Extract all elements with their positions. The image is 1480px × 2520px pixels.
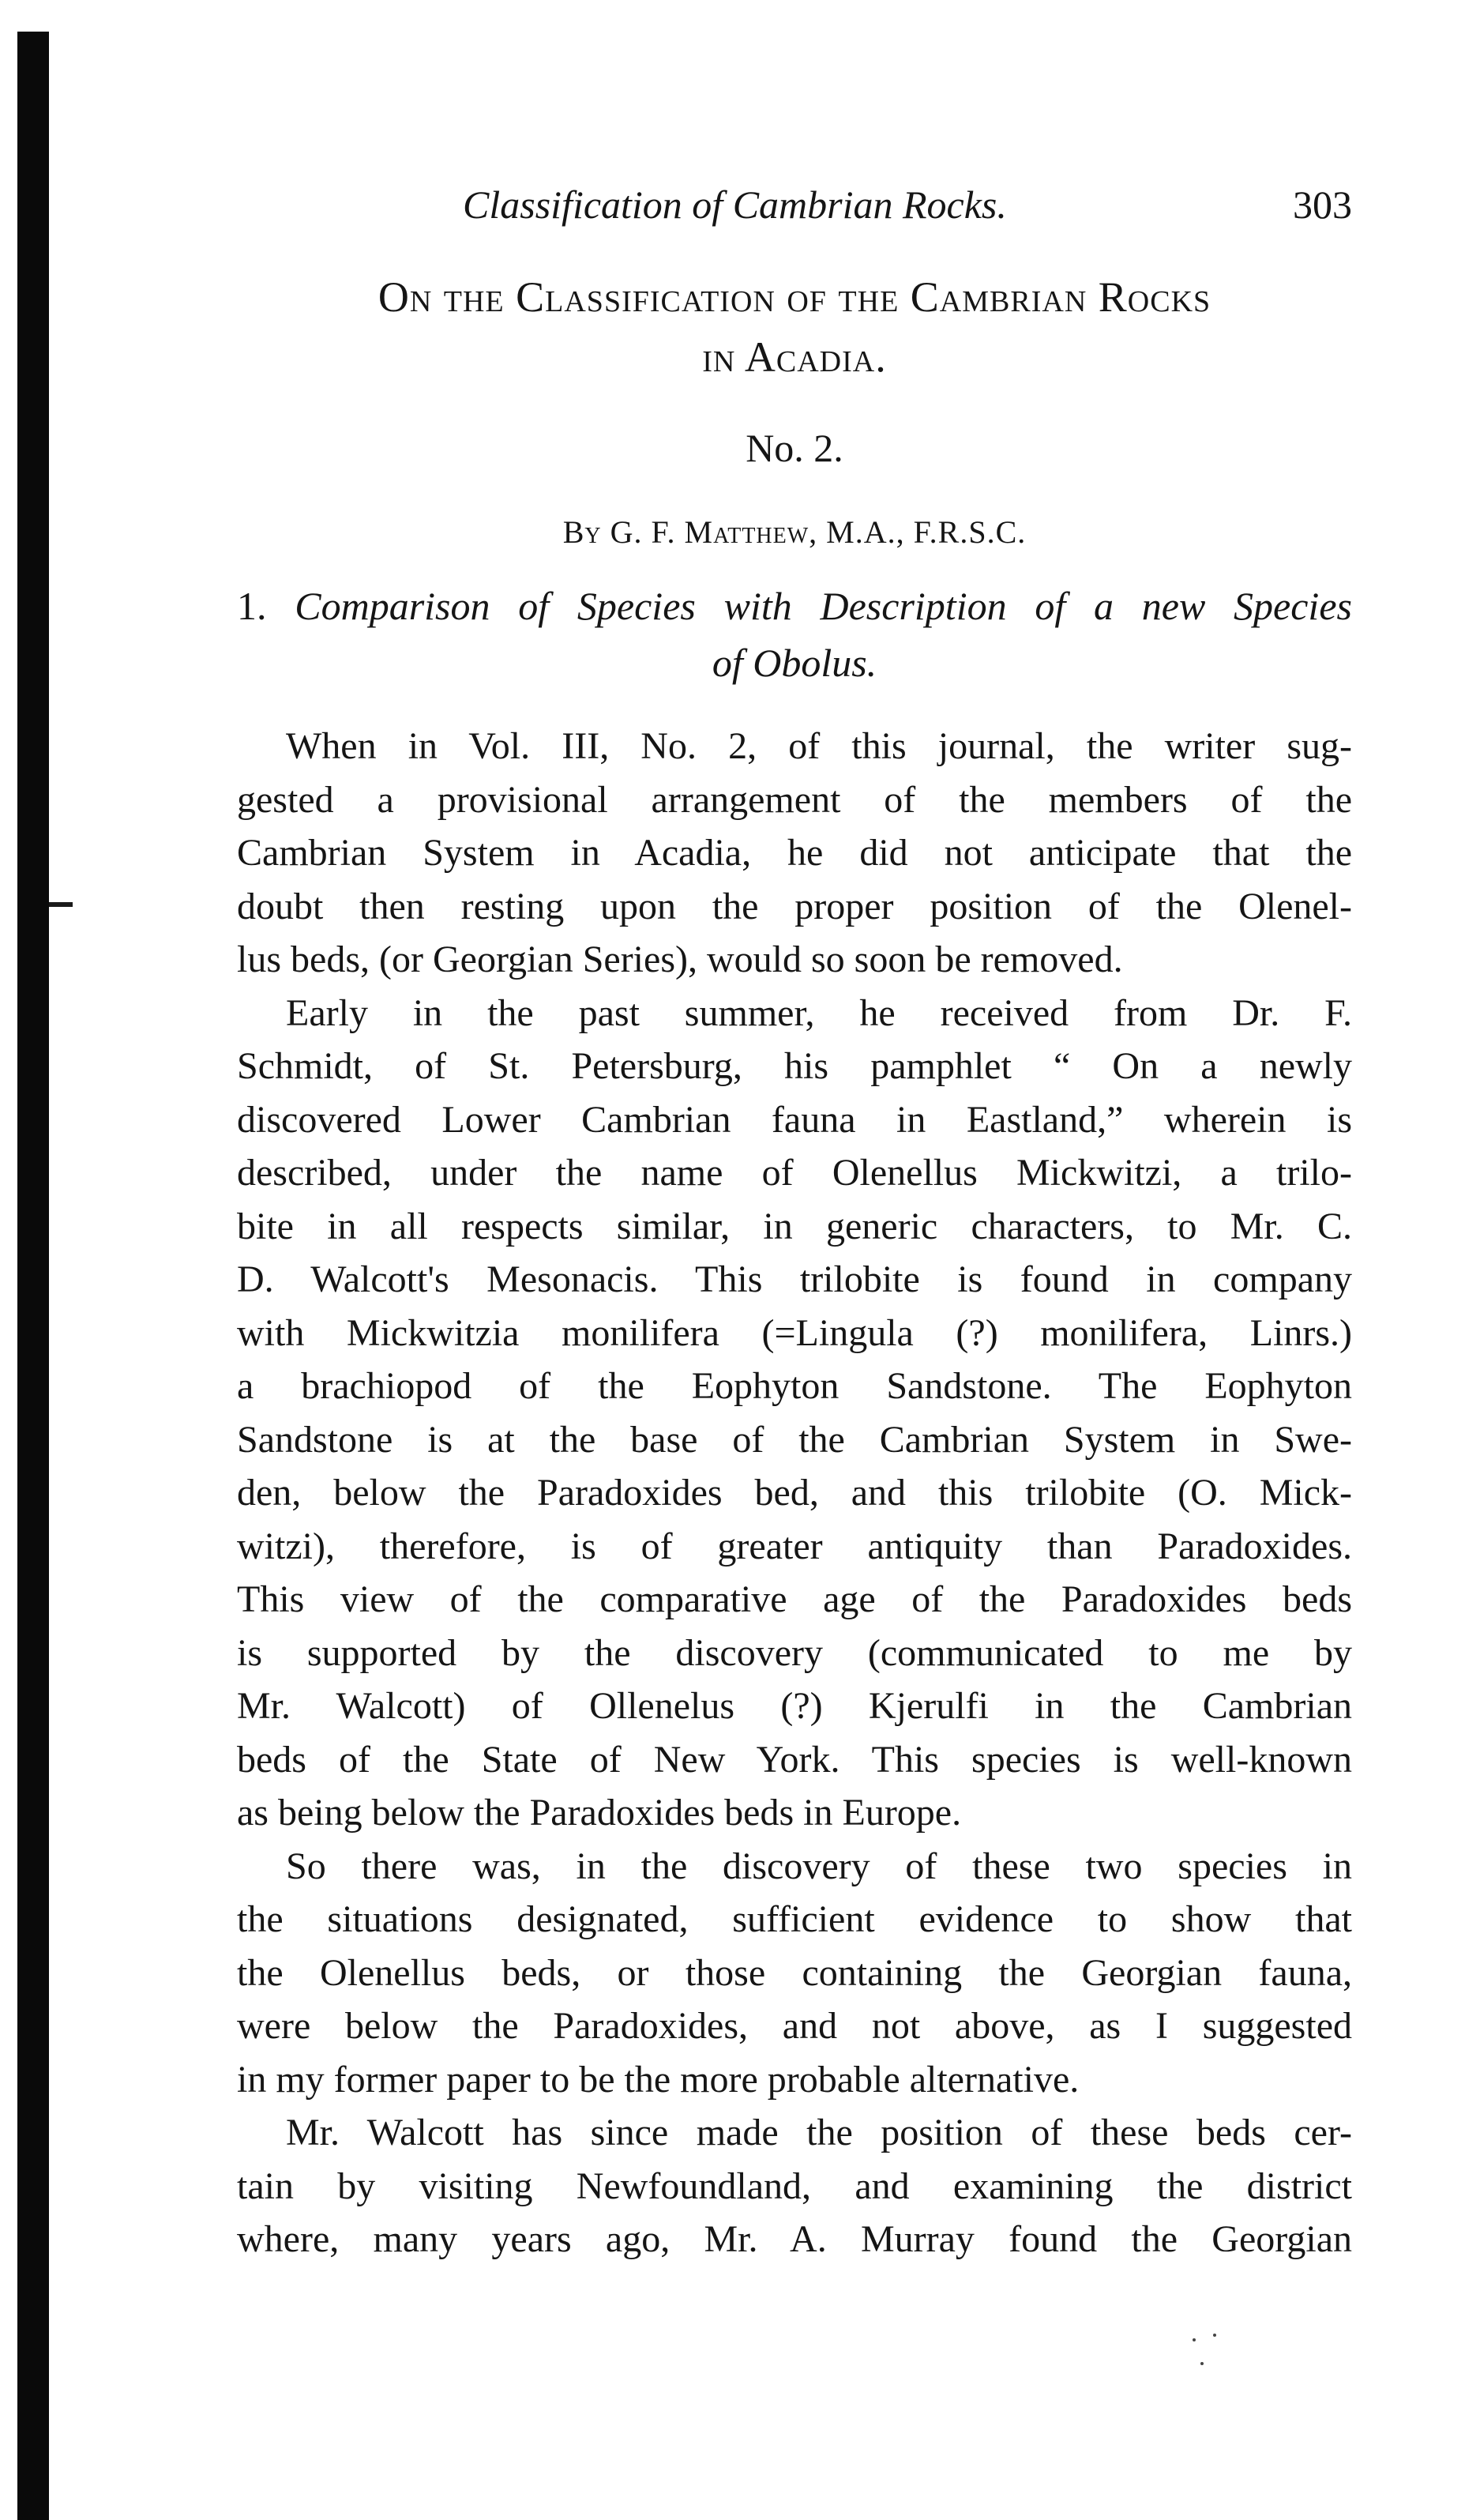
article-number: No. 2. <box>746 426 843 470</box>
section-word: Comparison <box>295 584 490 628</box>
body-text <box>237 720 1352 2266</box>
print-specks <box>1193 2338 1224 2370</box>
text-line: Early in the past summer, he received from Dr. F. <box>286 991 1352 1034</box>
text-line: a brachiopod of the Eophyton Sandstone. The Eophyton <box>237 1365 1352 1407</box>
section-heading <box>237 577 1352 691</box>
text-line: Mr. Walcott has since made the position of these beds cer- <box>286 2112 1352 2153</box>
section-word: of <box>518 584 550 628</box>
running-head <box>237 182 1352 245</box>
text-line: where, many years ago, Mr. A. Murray found the Georgian <box>237 2218 1352 2260</box>
text-line: as being below the Paradoxides beds in Europe. <box>237 1792 962 1834</box>
text-line: gested a provisional arrangement of the members of the <box>237 778 1352 821</box>
text-line: Schmidt, of St. Petersburg, his pamphlet “ On a newly <box>237 1045 1352 1087</box>
text-line: lus beds, (or Georgian Series), would so soon be removed. <box>237 938 1123 980</box>
text-line: with Mickwitzia monilifera (=Lingula (?) monilifera, Linrs.) <box>237 1311 1352 1354</box>
text-line: the situations designated, sufficient evidence to show that <box>237 1898 1352 1940</box>
article-title-line-2: in Acadia. <box>702 333 887 381</box>
text-line: witzi), therefore, is of greater antiquity than Paradoxides. <box>237 1525 1352 1567</box>
article-title <box>237 267 1352 387</box>
paragraph <box>237 720 1352 987</box>
section-heading-line-1 <box>237 577 1352 634</box>
text-line: bite in all respects similar, in generic characters, to Mr. C. <box>237 1205 1352 1247</box>
section-word: new <box>1141 584 1206 628</box>
text-line: D. Walcott's Mesonacis. This trilobite is found in company <box>237 1258 1352 1300</box>
text-line: Cambrian System in Acadia, he did not anticipate that the <box>237 832 1352 874</box>
section-number: 1. <box>237 584 267 628</box>
text-line: Sandstone is at the base of the Cambrian System in Swe- <box>237 1418 1352 1461</box>
text-line: described, under the name of Olenellus Mickwitzi, a trilo- <box>237 1152 1352 1194</box>
text-line: Mr. Walcott) of Ollenelus (?) Kjerulfi in the Cambrian <box>237 1685 1352 1727</box>
article-title-line-1: On the Classification of the Cambrian Rocks <box>378 273 1211 321</box>
section-heading-line-2: of Obolus. <box>712 641 877 685</box>
book-binding-edge <box>17 32 49 2520</box>
text-line: This view of the comparative age of the Paradoxides beds <box>237 1578 1352 1620</box>
paragraph <box>237 987 1352 1840</box>
text-line: beds of the State of New York. This species is well-known <box>237 1738 1352 1781</box>
text-line: in my former paper to be the more probable alternative. <box>237 2058 1080 2101</box>
text-line: were below the Paradoxides, and not above, as I suggested <box>237 2005 1352 2047</box>
text-line: is supported by the discovery (communicated to me by <box>237 1631 1352 1674</box>
section-word: Species <box>577 584 696 628</box>
text-line: discovered Lower Cambrian fauna in Eastland,” wherein is <box>237 1098 1352 1141</box>
author-byline: By G. F. Matthew, M.A., F.R.S.C. <box>562 514 1027 550</box>
text-line: When in Vol. III, No. 2, of this journal, the writer sug- <box>286 725 1352 767</box>
section-word: with <box>723 584 792 628</box>
paragraph <box>237 2106 1352 2266</box>
running-head-title: Classification of Cambrian Rocks. <box>463 182 1007 227</box>
section-word: of <box>1035 584 1066 628</box>
text-line: den, below the Paradoxides bed, and this trilobite (O. Mick- <box>237 1472 1352 1514</box>
section-word: a <box>1094 584 1114 628</box>
paragraph <box>237 1840 1352 2107</box>
book-page <box>237 182 1352 2266</box>
section-word: Species <box>1234 584 1352 628</box>
text-line: doubt then resting upon the proper position of the Olenel- <box>237 885 1352 927</box>
text-line: tain by visiting Newfoundland, and examining the district <box>237 2165 1352 2207</box>
text-line: So there was, in the discovery of these two species in <box>286 1845 1352 1887</box>
page-number: 303 <box>1293 182 1352 227</box>
text-line: the Olenellus beds, or those containing the Georgian fauna, <box>237 1951 1352 1994</box>
section-word: Description <box>820 584 1007 628</box>
binding-notch <box>49 902 73 907</box>
